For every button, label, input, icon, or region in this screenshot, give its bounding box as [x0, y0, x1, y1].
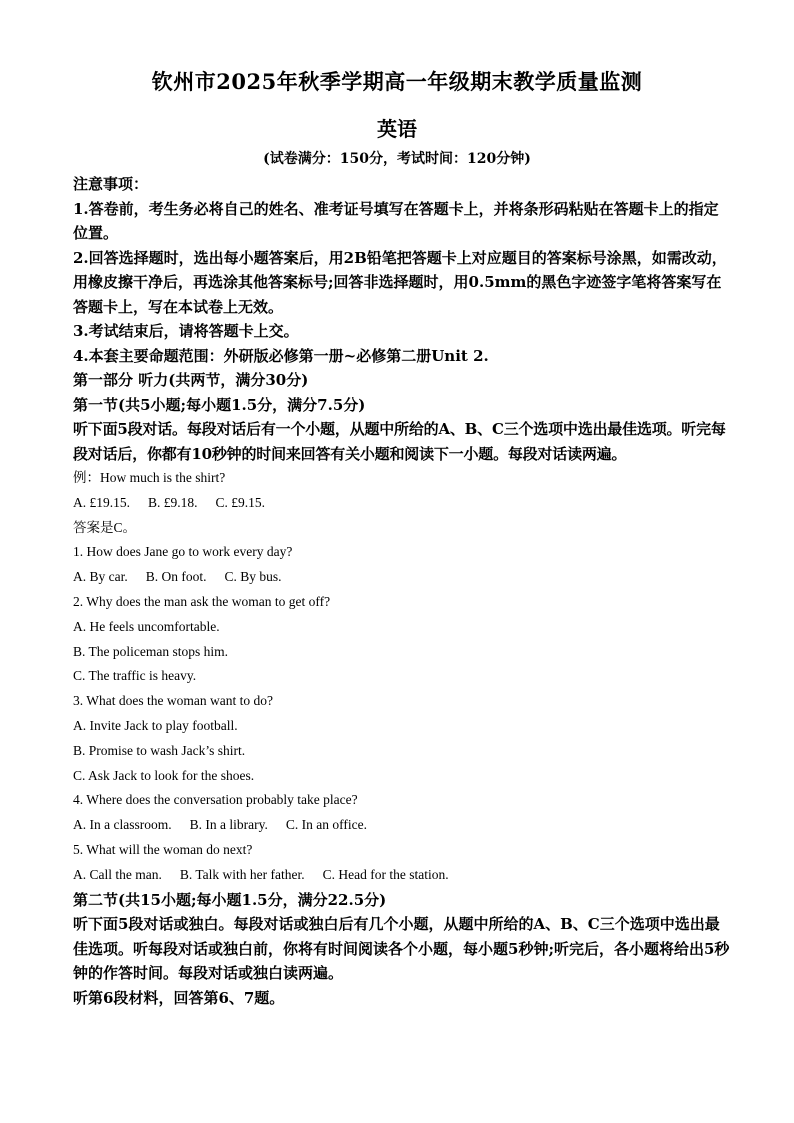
- example-answer: 答案是C。: [73, 519, 137, 535]
- notice-item-4: 4.本套主要命题范围：外研版必修第一册~必修第二册Unit 2.: [73, 346, 489, 365]
- exam-title: 钦州市2025年秋季学期高一年级期末教学质量监测: [151, 69, 643, 94]
- example-question: 例：How much is the shirt?: [73, 470, 226, 485]
- option: A. By car.: [73, 569, 128, 585]
- option: A. Call the man.: [73, 866, 162, 882]
- question-2: 2. Why does the man ask the woman to get off?: [73, 593, 331, 609]
- notice-item-2: 2.回答选择题时，选出每小题答案后，用2B铅笔把答题卡上对应题目的答案标号涂黑，如需改动，用橡皮擦干净后，再选涂其他答案标号;回答非选择题时，用0.5mm的黑色字迹签字笔将答案写在答题卡上，写在本试卷上无效。: [73, 248, 727, 316]
- option: A. £19.15.: [73, 494, 130, 510]
- option: B. £9.18.: [148, 494, 198, 510]
- option: C. £9.15.: [215, 494, 266, 510]
- section2-heading: 第二节(共15小题;每小题1.5分，满分22.5分): [73, 890, 387, 909]
- option: B. Talk with her father.: [179, 866, 305, 882]
- question-5-options: [73, 863, 733, 888]
- notice-item-3: 3.考试结束后，请将答题卡上交。: [73, 322, 299, 340]
- exam-info: (试卷满分：150分，考试时间：120分钟): [263, 151, 531, 167]
- question-3: 3. What does the woman want to do?: [73, 693, 273, 709]
- option: A. In a classroom.: [73, 817, 172, 833]
- option: C. Head for the station.: [322, 866, 449, 882]
- section2-instructions: 听下面5段对话或独白。每段对话或独白后有几个小题，从题中所给的A、B、C三个选项中选出最佳选项。听每段对话或独白前，你将有时间阅读各个小题，每小题5秒钟;听完后，各小题将给出5秒钟的作答时间。每段对话或独白读两遍。: [73, 915, 730, 983]
- option: C. By bus.: [224, 569, 282, 585]
- exam-body: [73, 172, 733, 1010]
- question-2-option-a: A. He feels uncomfortable.: [73, 618, 220, 634]
- question-1-options: [73, 565, 733, 590]
- question-4: 4. Where does the conversation probably take place?: [73, 792, 358, 808]
- subject-title: 英语: [377, 117, 417, 141]
- notice-item-1: 1.答卷前，考生务必将自己的姓名、准考证号填写在答题卡上，并将条形码粘贴在答题卡上的指定位置。: [73, 199, 719, 242]
- question-3-option-c: C. Ask Jack to look for the shoes.: [73, 767, 255, 783]
- example-options: [73, 491, 733, 516]
- section1-heading: 第一节(共5小题;每小题1.5分，满分7.5分): [73, 395, 366, 414]
- part1-heading: 第一部分 听力(共两节，满分30分): [73, 371, 309, 389]
- option: C. In an office.: [285, 817, 367, 833]
- section2-material-6: 听第6段材料，回答第6、7题。: [73, 988, 285, 1007]
- question-2-option-c: C. The traffic is heavy.: [73, 668, 197, 684]
- section1-instructions: 听下面5段对话。每段对话后有一个小题，从题中所给的A、B、C三个选项中选出最佳选项。听完每段对话后，你都有10秒钟的时间来回答有关小题和阅读下一小题。每段对话读两遍。: [73, 420, 726, 463]
- option: B. On foot.: [145, 569, 207, 585]
- question-5: 5. What will the woman do next?: [73, 841, 253, 857]
- question-2-option-b: B. The policeman stops him.: [73, 643, 228, 659]
- question-1: 1. How does Jane go to work every day?: [73, 544, 293, 560]
- question-3-option-a: A. Invite Jack to play football.: [73, 717, 238, 733]
- notice-heading: 注意事项：: [73, 175, 149, 193]
- question-4-options: [73, 813, 733, 838]
- option: B. In a library.: [189, 817, 268, 833]
- question-3-option-b: B. Promise to wash Jack’s shirt.: [73, 742, 246, 758]
